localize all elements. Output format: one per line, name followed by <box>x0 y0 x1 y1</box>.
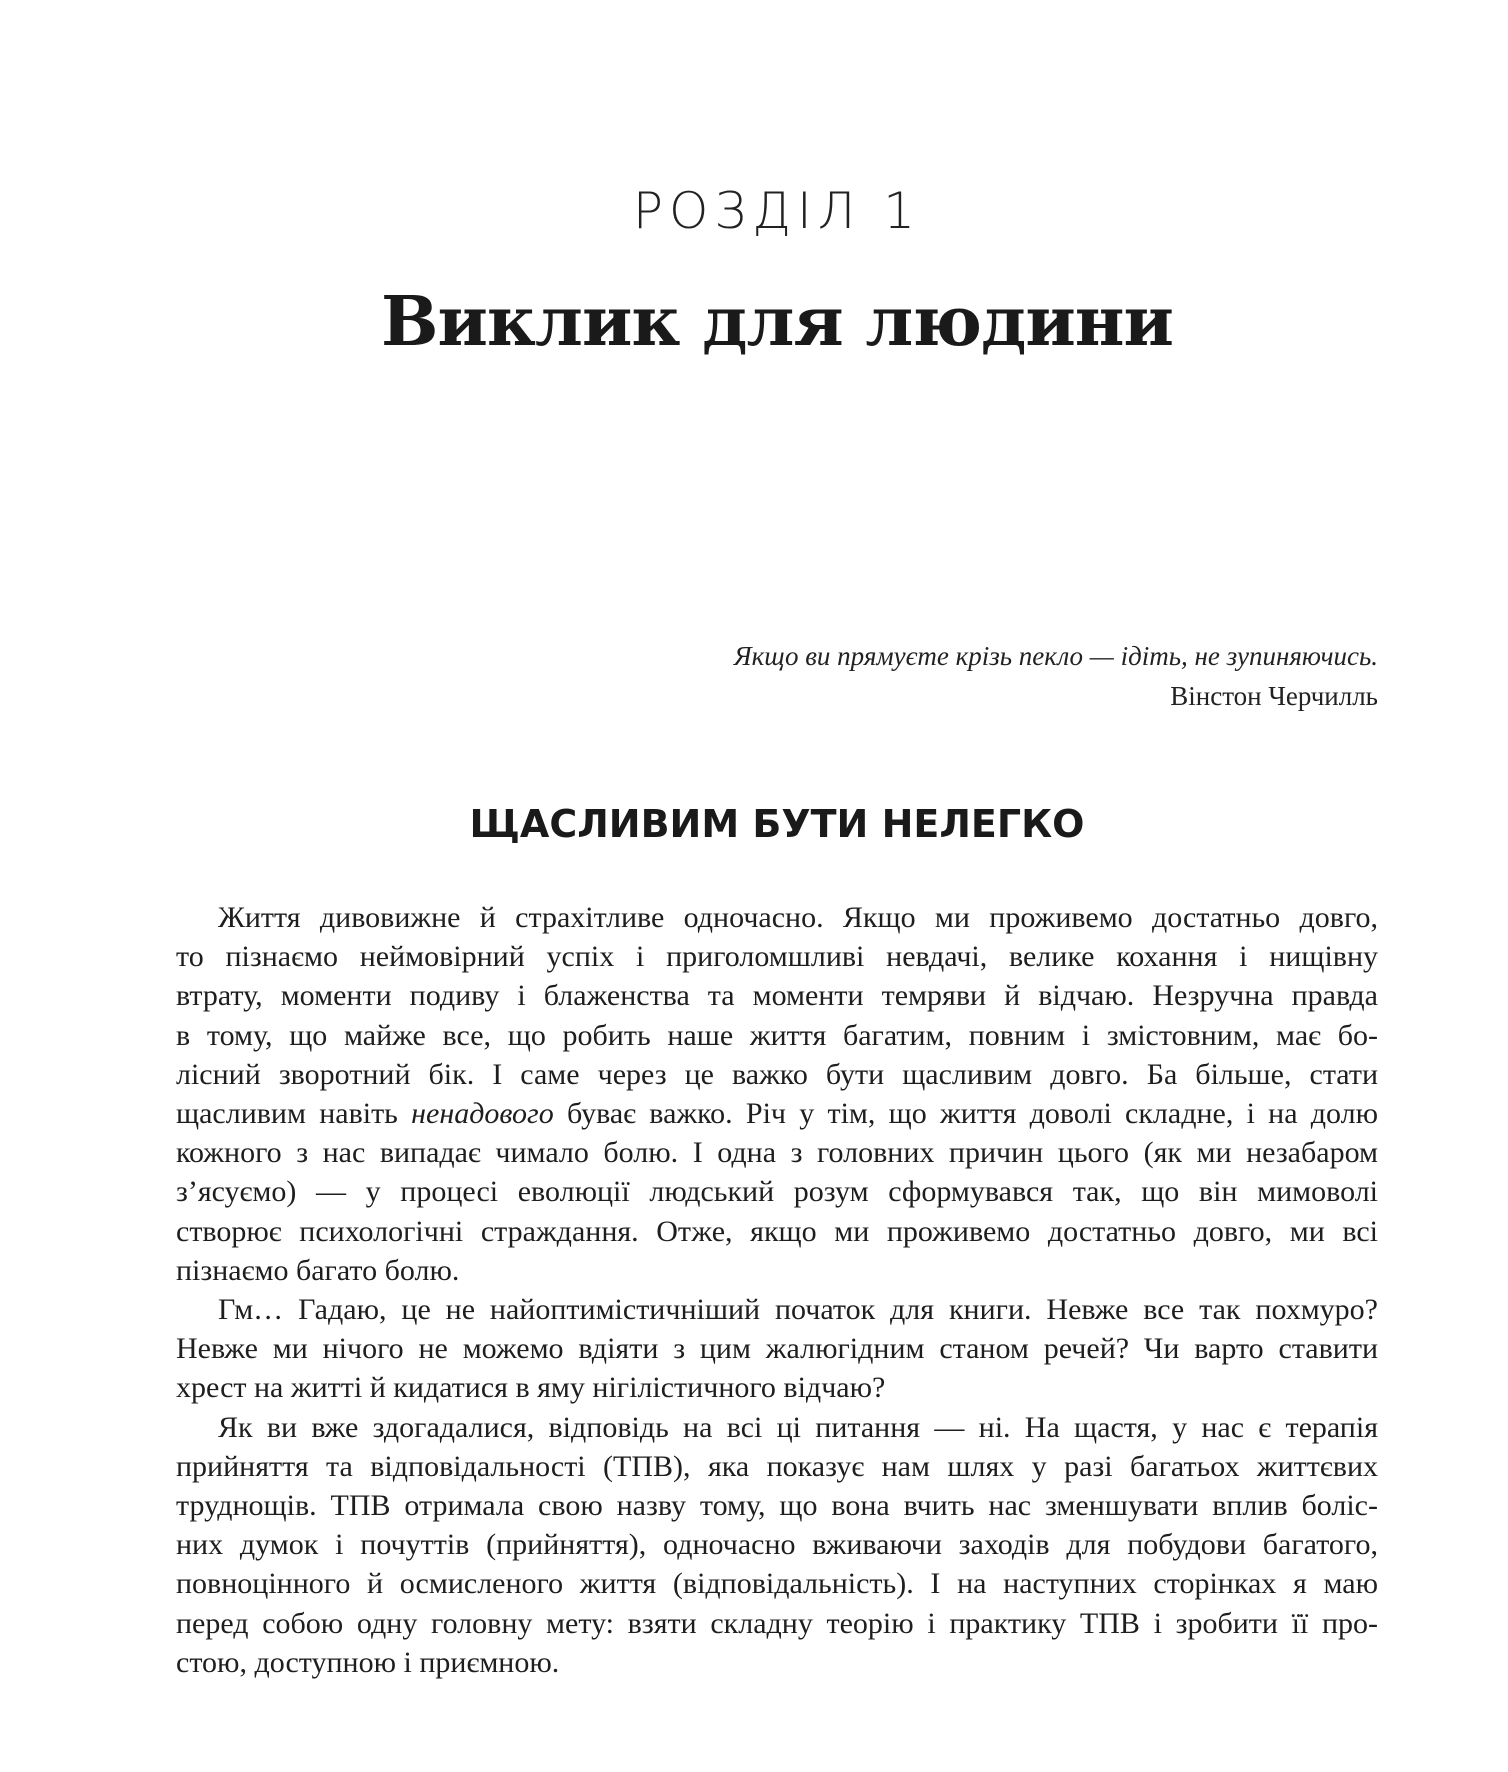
text-line: хрест на житті й кидатися в яму нігілістичного відчаю? <box>176 1371 886 1405</box>
text-line: лісний зворотний бік. І саме через це важко бути щасливим довго. Ба більше, стати <box>176 1057 1378 1091</box>
emphasis-text: ненадового <box>411 1097 554 1131</box>
text-segment: щасливим навіть <box>176 1097 398 1131</box>
text-line: кожного з нас випадає чимало болю. І одна з головних причин цього (як ми незабаром <box>176 1136 1378 1170</box>
text-line: перед собою одну головну мету: взяти складну теорію і практику ТПВ і зробити її про- <box>176 1606 1378 1640</box>
chapter-title: Виклик для людини <box>381 282 1173 362</box>
text-line: повноцінного й осмисленого життя (відповідальність). І на наступних сторінках я маю <box>176 1567 1378 1601</box>
text-line: створює психологічні страждання. Отже, якщо ми проживемо достатньо довго, ми всі <box>176 1214 1378 1248</box>
text-line: Невже ми нічого не можемо вдіяти з цим жалюгідним станом речей? Чи варто ставити <box>176 1332 1378 1366</box>
text-segment: буває важко. Річ у тім, що життя доволі складне, і на долю <box>566 1097 1379 1131</box>
section-heading: ЩАСЛИВИМ БУТИ НЕЛЕГКО <box>469 802 1085 846</box>
text-line: то пізнаємо неймовірний успіх і приголомшливі невдачі, велике кохання і нищівну <box>176 940 1378 974</box>
epigraph-quote: Якщо ви прямуєте крізь пекло — ідіть, не зупиняючись. <box>733 641 1378 671</box>
text-line: стою, доступною і приємною. <box>176 1645 560 1679</box>
text-line: прийняття та відповідальності (ТПВ), яка показує нам шлях у разі багатьох життєвих <box>176 1449 1378 1483</box>
text-line <box>176 1094 1378 1133</box>
epigraph <box>734 636 1378 716</box>
text-line: Життя дивовижне й страхітливе одночасно. Якщо ми проживемо достатньо довго, <box>218 901 1378 934</box>
body-text <box>176 898 1378 1682</box>
text-line: з’ясуємо) — у процесі еволюції людський розум сформувався так, що він мимоволі <box>176 1175 1378 1209</box>
chapter-label: РОЗДІЛ 1 <box>632 182 922 240</box>
text-line: труднощів. ТПВ отримала свою назву тому, що вона вчить нас зменшувати вплив боліс- <box>176 1489 1378 1523</box>
paragraph <box>176 1408 1378 1682</box>
text-line: пізнаємо багато болю. <box>176 1253 460 1287</box>
text-line: Гм… Гадаю, це не найоптимістичніший початок для книги. Невже все так похмуро? <box>218 1293 1378 1327</box>
epigraph-author: Вінстон Черчилль <box>1170 681 1378 711</box>
text-line: в тому, що майже все, що робить наше життя багатим, повним і змістовним, має бо- <box>176 1018 1378 1052</box>
paragraph <box>176 1290 1378 1408</box>
text-line: втрату, моменти подиву і блаженства та моменти темряви й відчаю. Незручна правда <box>176 979 1378 1013</box>
text-line: них думок і почуттів (прийняття), одночасно вживаючи заходів для побудови багатого, <box>176 1528 1378 1562</box>
text-line: Як ви вже здогадалися, відповідь на всі ці питання — ні. На щастя, у нас є терапія <box>218 1410 1378 1444</box>
paragraph <box>176 898 1378 1290</box>
